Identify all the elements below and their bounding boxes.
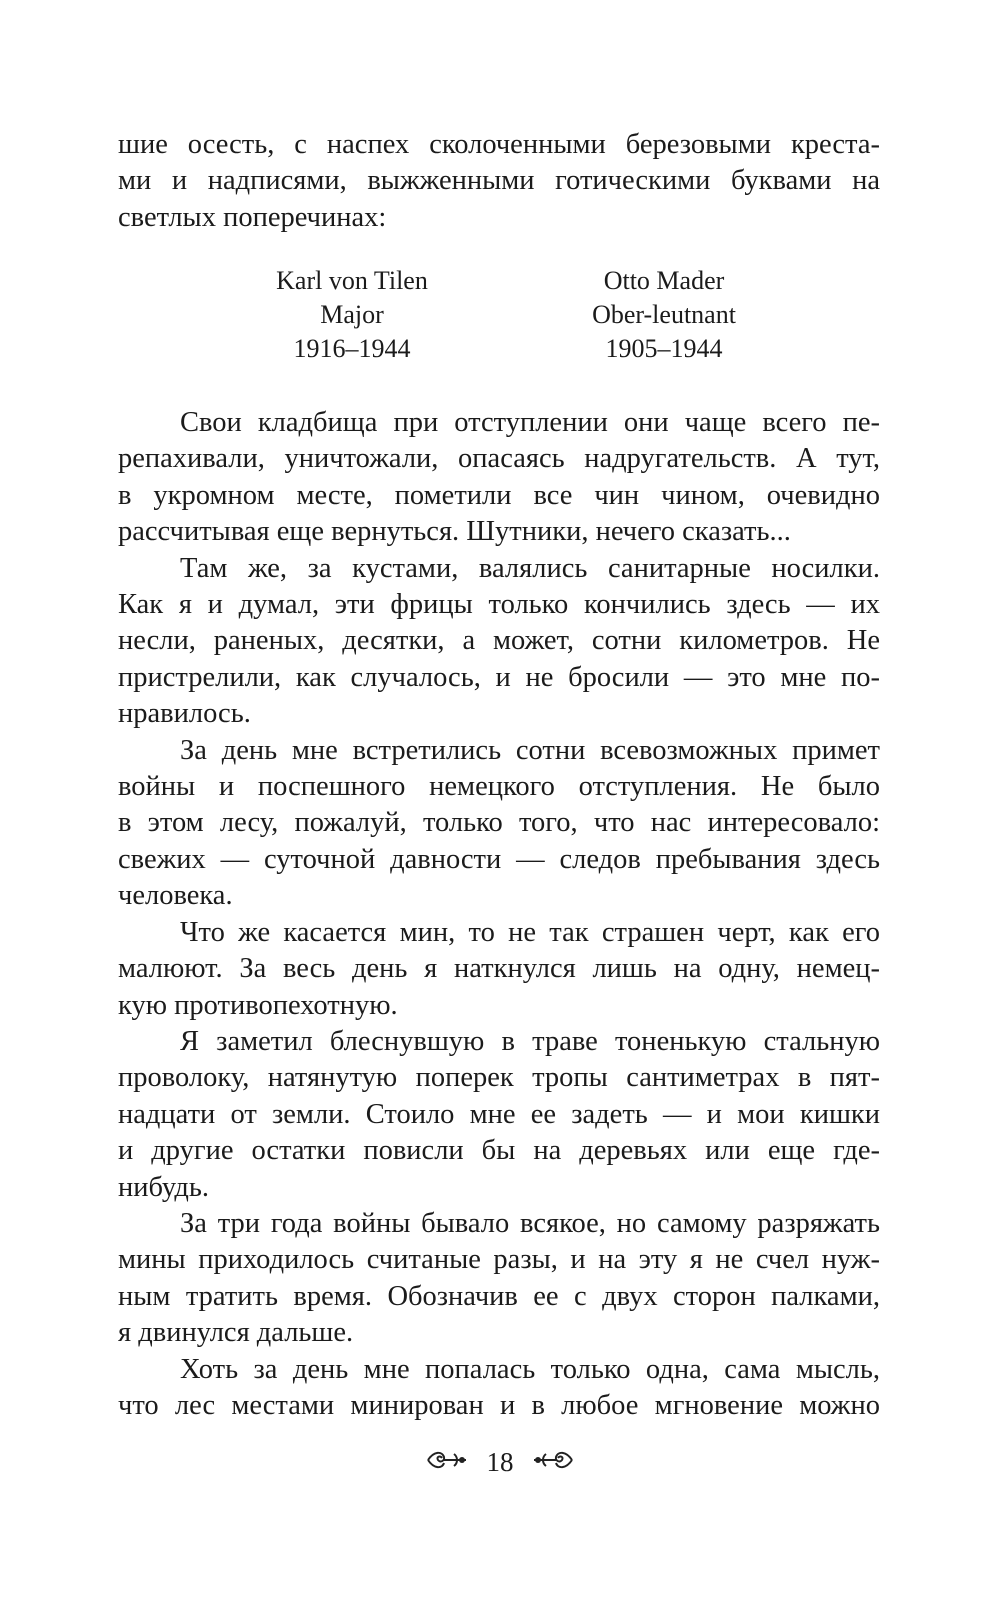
text-line: кую противопехотную. [118, 989, 398, 1021]
text-line: репахивали, уничтожали, опасаясь надругательств. А тут, [118, 443, 880, 475]
text-line: нравилось. [118, 698, 251, 730]
text-line: нибудь. [118, 1171, 209, 1203]
paragraph-first-line: За день мне встретились сотни всевозможных примет [180, 734, 880, 766]
grave-years: 1916–1944 [293, 334, 411, 363]
fleuron-right-icon [532, 1445, 574, 1479]
text-line: что лес местами минирован и в любое мгновение можно [118, 1389, 880, 1421]
text-line: шие осесть, с наспех сколоченными березовыми креста- [118, 129, 880, 160]
intro-paragraph [118, 127, 880, 236]
fleuron-left-icon [426, 1445, 468, 1479]
text-line: несли, раненых, десятки, а может, сотни километров. Не [118, 625, 880, 657]
paragraph-first-line: Там же, за кустами, валялись санитарные носилки. [180, 552, 880, 584]
text-line: рассчитывая еще вернуться. Шутники, нечего сказать... [118, 516, 791, 548]
text-line: ми и надписями, выжженными готическими буквами на [118, 165, 880, 197]
text-line: свежих — суточной давности — следов пребывания здесь [118, 843, 880, 875]
grave-inscription-left [202, 264, 502, 366]
text-line: светлых поперечинах: [118, 201, 387, 233]
grave-rank: Major [320, 300, 384, 329]
paragraph-first-line: За три года войны бывало всякое, но самому разряжать [180, 1207, 880, 1239]
grave-name: Karl von Tilen [276, 266, 428, 295]
text-line: проволоку, натянутую поперек тропы сантиметрах в пят- [118, 1062, 880, 1094]
page-number: 18 [486, 1446, 514, 1477]
text-line: человека. [118, 880, 233, 912]
text-line: малюют. За весь день я наткнулся лишь на одну, немец- [118, 953, 880, 985]
paragraph-first-line: Свои кладбища при отступлении они чаще всего пе- [180, 407, 880, 438]
text-line: в укромном месте, пометили все чин чином, очевидно [118, 479, 880, 511]
text-line: пристрелили, как случалось, и не бросили — это мне по- [118, 661, 880, 693]
text-line: я двинулся дальше. [118, 1317, 354, 1349]
grave-name: Otto Mader [603, 266, 725, 295]
grave-rank: Ober-leutnant [592, 300, 736, 329]
grave-inscription-right [514, 264, 814, 366]
text-line: ным тратить время. Обозначив ее с двух сторон палками, [118, 1280, 880, 1312]
body-text [118, 405, 880, 1424]
text-line: мины приходилось считаные разы, и на эту я не счел нуж- [118, 1244, 880, 1276]
text-line: войны и поспешного немецкого отступления. Не было [118, 771, 880, 803]
page-footer [0, 1442, 1000, 1479]
text-line: и другие остатки повисли бы на деревьях или еще где- [118, 1135, 880, 1167]
paragraph-first-line: Хоть за день мне попалась только одна, сама мысль, [180, 1353, 880, 1385]
paragraph-first-line: Я заметил блеснувшую в траве тоненькую стальную [180, 1025, 880, 1057]
paragraph-first-line: Что же касается мин, то не так страшен черт, как его [180, 916, 880, 948]
text-line: Как я и думал, эти фрицы только кончились здесь — их [118, 589, 880, 621]
grave-years: 1905–1944 [605, 334, 723, 363]
text-line: в этом лесу, пожалуй, только того, что нас интересовало: [118, 807, 880, 839]
text-line: надцати от земли. Стоило мне ее задеть — и мои кишки [118, 1098, 880, 1130]
